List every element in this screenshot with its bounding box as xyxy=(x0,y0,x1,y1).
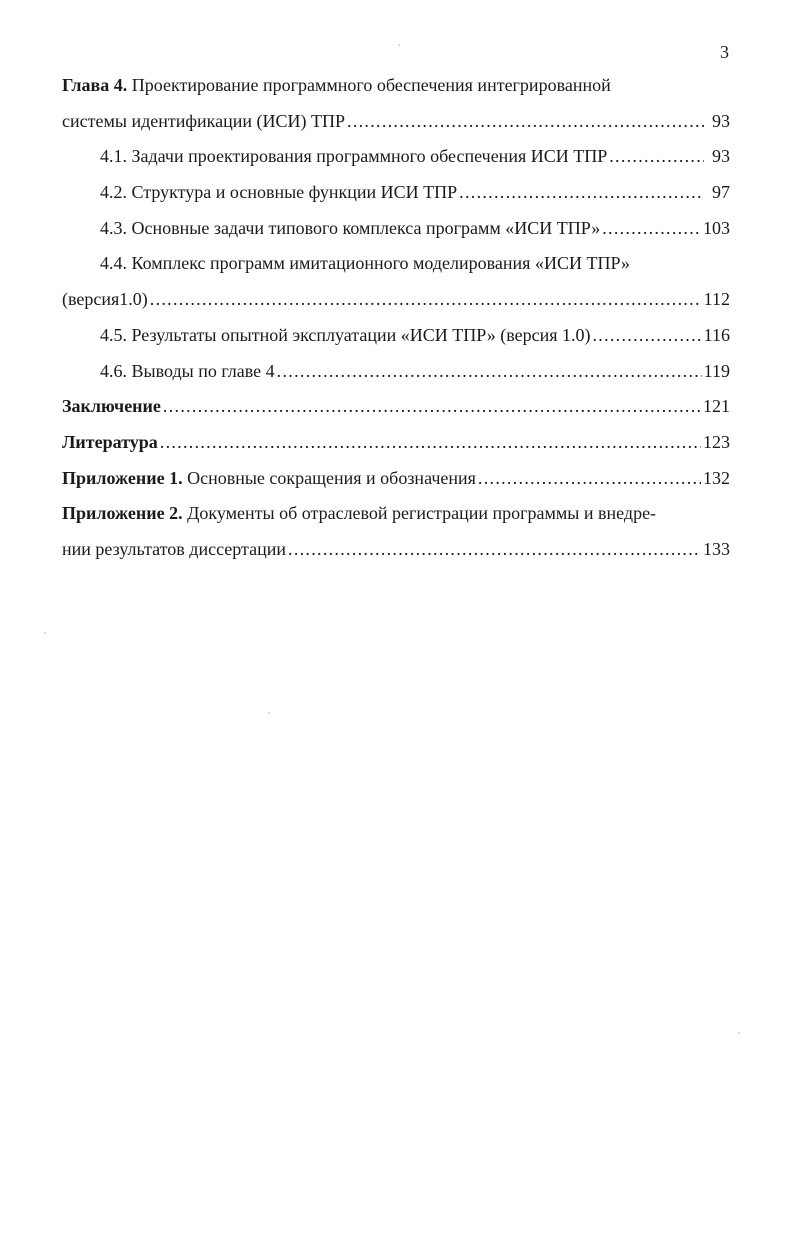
page-number: 3 xyxy=(720,42,729,62)
appendix2-title-continued: нии результатов диссертации xyxy=(62,538,287,559)
page-ref: 121 xyxy=(703,396,730,417)
section-title: 4.1. Задачи проектирования программного обеспечения ИСИ ТПР xyxy=(100,146,608,167)
toc-section-4-4-line2 xyxy=(62,282,730,318)
conclusion-label: Заключение xyxy=(62,396,161,417)
dot-leader xyxy=(288,532,701,568)
toc-literature xyxy=(62,425,730,461)
table-of-contents xyxy=(62,68,730,568)
section-title: 4.3. Основные задачи типового комплекса программ «ИСИ ТПР» xyxy=(100,217,601,238)
literature-label: Литература xyxy=(62,431,158,452)
appendix2-title: Документы об отраслевой регистрации программы и внедре- xyxy=(187,503,657,524)
section-title: 4.4. Комплекс программ имитационного моделирования «ИСИ ТПР» xyxy=(100,253,630,274)
dot-leader xyxy=(347,104,704,140)
scan-speck xyxy=(738,1032,740,1034)
dot-leader xyxy=(602,211,701,247)
toc-chapter4-line2 xyxy=(62,104,730,140)
toc-section-4-2 xyxy=(62,175,730,211)
page-ref: 132 xyxy=(703,467,730,488)
toc-section-4-3 xyxy=(62,211,730,247)
toc-section-4-6 xyxy=(62,354,730,390)
section-title: 4.6. Выводы по главе 4 xyxy=(100,360,275,381)
page-ref: 93 xyxy=(712,110,730,131)
page-ref: 97 xyxy=(712,182,730,203)
appendix1-label: Приложение 1. xyxy=(62,467,183,488)
appendix2-label: Приложение 2. xyxy=(62,503,183,524)
chapter-title-continued: системы идентификации (ИСИ) ТПР xyxy=(62,110,346,131)
scan-speck xyxy=(44,632,46,634)
dot-leader xyxy=(150,282,702,318)
chapter-title: Проектирование программного обеспечения интегрированной xyxy=(131,75,611,95)
section-title: 4.5. Результаты опытной эксплуатации «ИСИ ТПР» (версия 1.0) xyxy=(100,324,591,345)
dot-leader xyxy=(459,175,704,211)
toc-chapter4-line1 xyxy=(62,68,730,104)
dot-leader xyxy=(277,354,702,390)
toc-appendix1 xyxy=(62,461,730,497)
scan-speck xyxy=(268,712,270,714)
page-ref: 103 xyxy=(703,217,730,238)
dot-leader xyxy=(163,389,701,425)
chapter-label: Глава 4. xyxy=(62,75,128,95)
appendix1-title: Основные сокращения и обозначения xyxy=(187,467,476,488)
page-ref: 112 xyxy=(703,289,730,310)
page-ref: 133 xyxy=(703,538,730,559)
dot-leader xyxy=(592,318,701,354)
toc-appendix2-line2 xyxy=(62,532,730,568)
toc-section-4-1 xyxy=(62,139,730,175)
section-title: 4.2. Структура и основные функции ИСИ ТПР xyxy=(100,182,458,203)
toc-section-4-4-line1 xyxy=(62,246,730,282)
toc-appendix2-line1 xyxy=(62,496,730,532)
page-ref: 116 xyxy=(703,324,730,345)
page-ref: 123 xyxy=(703,431,730,452)
section-title-continued: (версия1.0) xyxy=(62,289,148,310)
page-ref: 119 xyxy=(703,360,730,381)
toc-section-4-5 xyxy=(62,318,730,354)
toc-conclusion xyxy=(62,389,730,425)
page-ref: 93 xyxy=(712,146,730,167)
scan-speck xyxy=(398,44,400,46)
dot-leader xyxy=(160,425,701,461)
dot-leader xyxy=(609,139,704,175)
dot-leader xyxy=(478,461,701,497)
